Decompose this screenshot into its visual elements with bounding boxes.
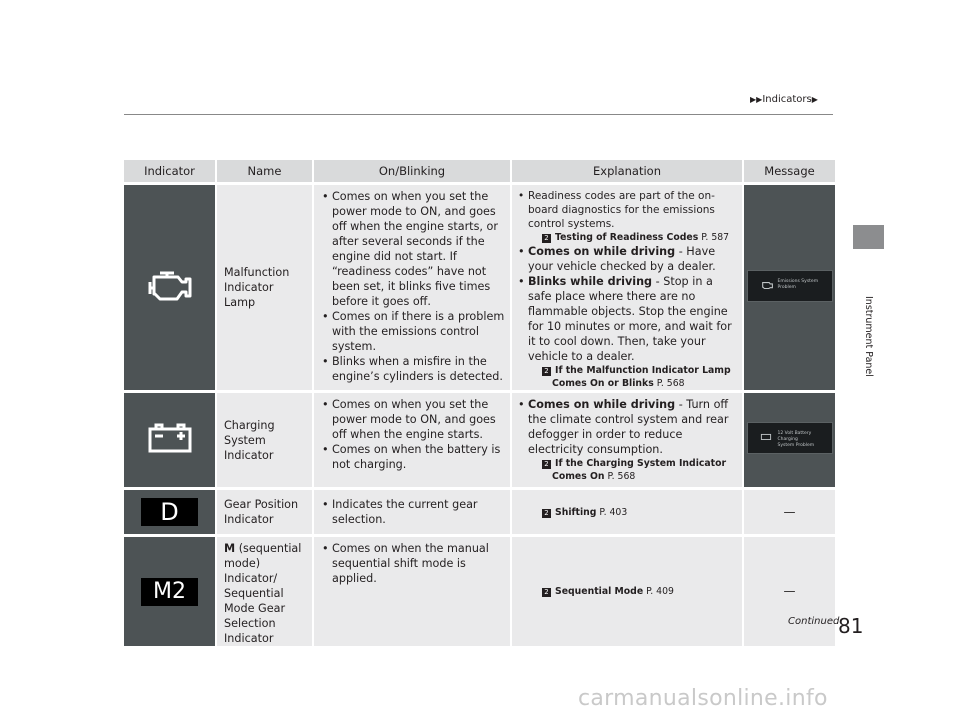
list-item: • Comes on if there is a problem with the emissions control system. [322,309,506,354]
name-cell: Gear Position Indicator [217,490,312,534]
list-item: • Comes on when the manual sequential shift mode is applied. [322,541,506,586]
list-item: • Comes on when you set the power mode to ON, and goes off when the engine starts. [322,397,506,442]
battery-icon [144,421,196,455]
column-header: On/Blinking [314,160,510,182]
cross-reference-link[interactable]: 2 If the Malfunction Indicator Lamp [518,364,738,377]
reference-arrow-icon: 2 [542,509,551,518]
list-item: • Blinks while driving - Stop in a safe place where there are no flammable objects. Stop the engine for 10 minutes or more, and wait for it to cool down. Then, take your vehicle to a dealer. [518,274,738,364]
list-item: • Blinks when a misfire in the engine’s cylinders is detected. [322,354,506,384]
column-header: Indicator [124,160,215,182]
section-tab-marker [853,225,884,249]
message-screen-image [747,270,833,302]
cross-reference-link-cont[interactable]: Comes On or Blinks P. 568 [552,378,685,389]
table-header-row [124,160,835,182]
sequential-mode-icon: M2 [141,578,198,606]
message-cell [744,537,835,646]
watermark: carmanualsonline.info [578,686,828,711]
triangle-right-icon: ▶ [811,95,818,104]
message-cell [744,393,835,487]
table-row [124,185,835,390]
name-cell: M (sequential mode) Indicator/ Sequential Mode Gear Selection Indicator [217,537,312,646]
table-row [124,490,835,534]
explanation-cell [512,537,742,646]
list-item: • Comes on while driving - Turn off the climate control system and rear defogger in order to reduce electricity consumption. [518,397,738,457]
message-text: 12 Volt Battery Charging System Problem [777,431,815,448]
indicator-cell [124,393,215,487]
message-cell [744,490,835,534]
indicator-cell [124,490,215,534]
on-blinking-cell [314,490,510,534]
reference-arrow-icon: 2 [542,234,551,243]
list-item: • Readiness codes are part of the on-board diagnostics for the emissions control systems. [518,189,738,231]
explanation-cell [512,490,742,534]
table-row [124,393,835,487]
battery-icon [760,432,772,441]
engine-icon [144,268,196,304]
reference-arrow-icon: 2 [542,588,551,597]
list-item: • Comes on when you set the power mode to ON, and goes off when the engine starts, or after several seconds if the engine did not start. If “readiness codes” have not been set, it blinks five times before it goes off. [322,189,506,309]
page-number: 81 [838,614,864,638]
message-cell [744,185,835,390]
message-screen-image [747,422,833,454]
cross-reference-link[interactable]: 2 If the Charging System Indicator [518,457,738,470]
cross-reference-link[interactable]: 2 Shifting P. 403 [518,506,738,519]
cross-reference-link-cont[interactable]: Comes On P. 568 [552,471,636,482]
breadcrumb-label: Indicators [762,94,812,105]
indicator-table [122,157,840,649]
cross-reference-link[interactable]: 2 Sequential Mode P. 409 [518,585,738,598]
triangle-right-icon: ▶▶ [750,95,763,104]
column-header: Explanation [512,160,742,182]
cross-reference-link[interactable]: 2 Testing of Readiness Codes P. 587 [518,231,738,244]
on-blinking-cell [314,393,510,487]
explanation-cell [512,393,742,487]
continued-label: Continued [788,616,840,627]
reference-arrow-icon: 2 [542,367,551,376]
name-cell: Charging System Indicator [217,393,312,487]
header-rule [124,114,833,115]
list-item: • Indicates the current gear selection. [322,497,506,527]
list-item: • Comes on when the battery is not charging. [322,442,506,472]
name-cell: Malfunction Indicator Lamp [217,185,312,390]
table-row [124,537,835,646]
gear-position-icon: D [141,498,198,526]
message-text: Emissions System Problem [777,278,819,290]
breadcrumb [750,94,818,105]
column-header: Name [217,160,312,182]
engine-icon [760,280,774,290]
on-blinking-cell [314,537,510,646]
explanation-cell [512,185,742,390]
message-none: — [783,584,796,598]
on-blinking-cell [314,185,510,390]
indicator-cell [124,537,215,646]
list-item: • Comes on while driving - Have your vehicle checked by a dealer. [518,244,738,274]
message-none: — [783,504,796,519]
column-header: Message [744,160,835,182]
indicator-cell [124,185,215,390]
section-side-label: Instrument Panel [863,296,874,377]
reference-arrow-icon: 2 [542,460,551,469]
